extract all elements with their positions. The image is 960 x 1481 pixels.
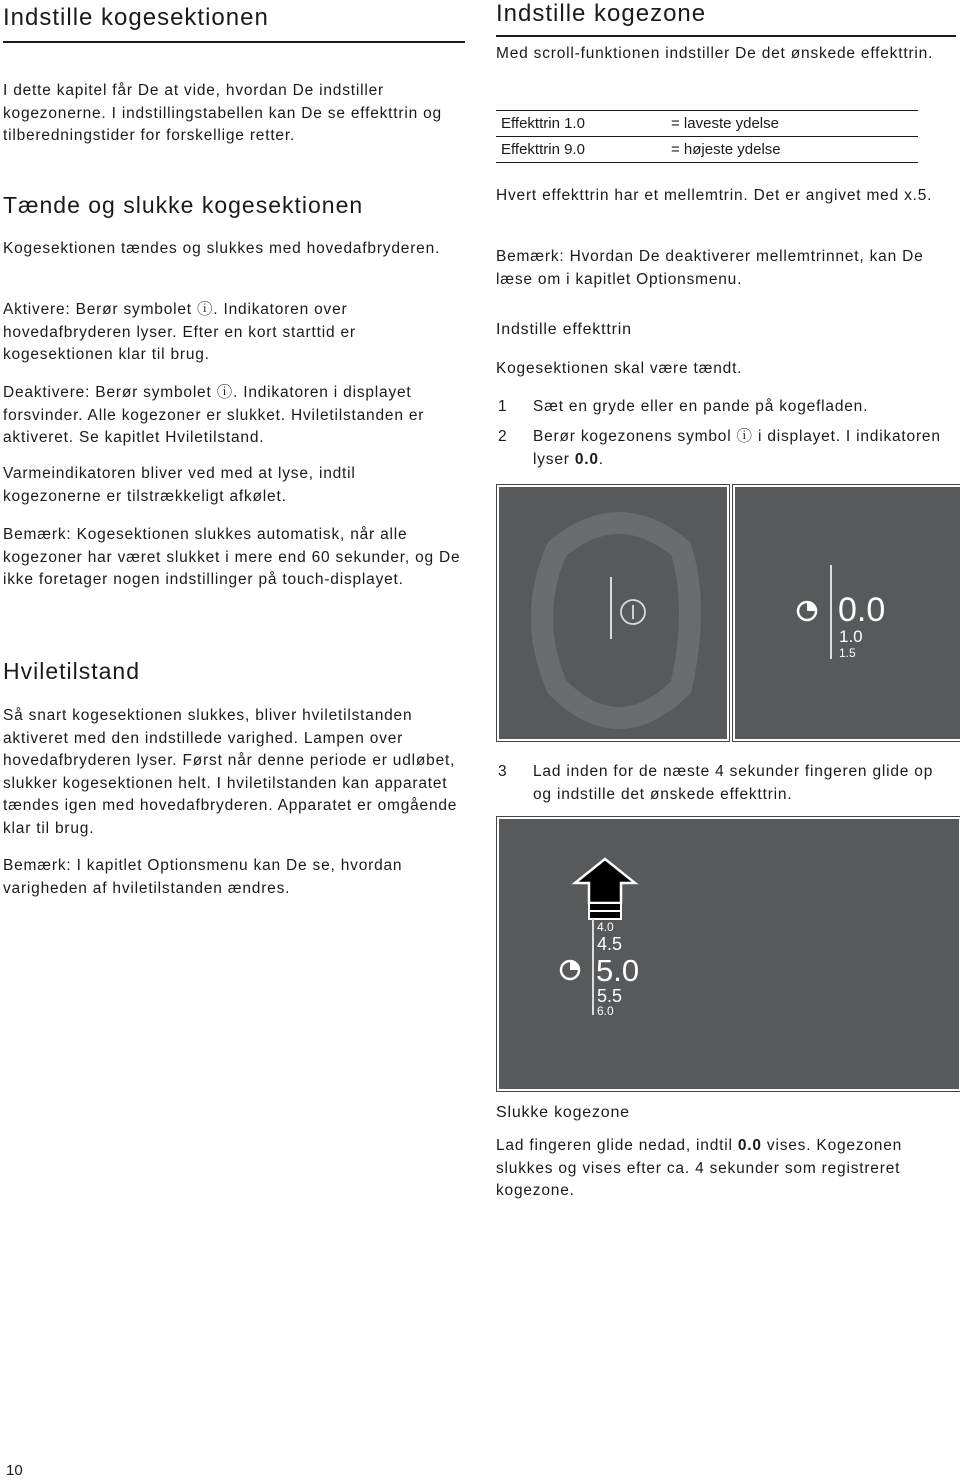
precondition-paragraph: Kogesektionen skal være tændt.: [496, 360, 743, 377]
intro-paragraph: I dette kapitel får De at vide, hvordan De indstiller kogezonerne. I indstillingstabellen kan De se effekttrin og tilberedningstider for forskellige retter.: [3, 82, 442, 144]
section-title: Indstille kogezone: [496, 0, 707, 27]
step-text-part: .: [598, 450, 604, 468]
title-rule: [496, 35, 956, 37]
power-level-main: 5.0: [596, 953, 640, 988]
step-text: Sæt en gryde eller en pande på kogefladen.: [533, 398, 869, 415]
deactivate-label: Deaktivere:: [3, 384, 91, 401]
table-cell: = laveste ydelse: [666, 111, 918, 137]
turn-off-paragraph: [496, 1135, 956, 1203]
auto-off-note: [3, 524, 465, 592]
activate-text: Berør symbolet ⓘ. Indikatoren over hovedafbryderen lyser. Efter en kort starttid er kogesektionen klar til brug.: [3, 301, 356, 363]
power-level-value: 5.5: [597, 986, 623, 1006]
deactivate-text: Berør symbolet ⓘ. Indikatoren i displayet forsvinder. Alle kogezoner er slukket. Hviletilstanden er aktiveret. Se kapitlet Hviletilstand.: [3, 384, 425, 446]
display-panel-slide: [497, 817, 960, 1091]
step-text-bold: 0.0: [574, 450, 599, 468]
deactivate-paragraph: [3, 382, 465, 450]
power-level-next: 1.0: [839, 627, 863, 646]
power-level-value: 6.0: [597, 1004, 614, 1018]
power-levels-table-wrap: [496, 110, 918, 163]
heat-indicator-paragraph: Varmeindikatoren bliver ved med at lyse, indtil kogezonerne er tilstrækkeligt afkølet.: [3, 465, 356, 505]
step-1: [496, 396, 956, 420]
display-panel-zero: [733, 485, 960, 741]
table-cell: = højeste ydelse: [666, 137, 918, 163]
right-title-block: [496, 0, 956, 37]
note-label: Bemærk:: [3, 857, 72, 874]
display-panel-power: [497, 485, 729, 741]
power-level-next: 1.5: [839, 646, 856, 660]
timer-icon: [798, 602, 816, 620]
note-text: Hvordan De deaktiverer mellemtrinnet, kan De læse om i kapitlet Optionsmenu.: [496, 248, 924, 288]
left-title-block: [3, 4, 465, 43]
power-symbol-illustration: [499, 487, 727, 739]
step-3: [496, 761, 956, 807]
heading-on-off: Tænde og slukke kogesektionen: [3, 192, 364, 218]
arrow-up-icon: [575, 859, 635, 919]
table-cell: Effekttrin 9.0: [496, 137, 666, 163]
note-text: I kapitlet Optionsmenu kan De se, hvordan varigheden af hviletilstanden ændres.: [3, 857, 403, 897]
note-label: Bemærk:: [496, 248, 565, 265]
title-rule: [3, 41, 465, 43]
heading-set-power: Indstille effekttrin: [496, 321, 632, 338]
note-label: Bemærk:: [3, 526, 72, 543]
section-title: Indstille kogesektionen: [3, 4, 269, 31]
step-text: Lad inden for de næste 4 sekunder fingeren glide op og indstille det ønskede effekttrin.: [533, 763, 934, 803]
power-level-main: 0.0: [838, 591, 886, 629]
intermediate-paragraph: Hvert effekttrin har et mellemtrin. Det er angivet med x.5.: [496, 187, 933, 204]
power-icon: [621, 600, 645, 624]
text-part: vises. Kogezonen slukkes og vises efter ca. 4 sekunder som registreret kogezone.: [496, 1137, 903, 1199]
step-text: [533, 426, 956, 471]
slide-graphic: [499, 819, 959, 1089]
timer-icon: [561, 961, 579, 979]
power-level-value: 4.0: [597, 920, 614, 934]
text-bold: 0.0: [737, 1137, 762, 1154]
step-number: 2: [498, 428, 508, 445]
text-part: Lad fingeren glide nedad, indtil: [496, 1137, 738, 1154]
activate-label: Aktivere:: [3, 301, 71, 318]
step-2: [496, 426, 956, 472]
table-row: [496, 111, 918, 137]
on-off-paragraph: Kogesektionen tændes og slukkes med hovedafbryderen.: [3, 240, 441, 257]
standby-paragraph: Så snart kogesektionen slukkes, bliver hviletilstanden aktiveret med den indstillede varighed. Lampen over hovedafbryderen lyser. Først når denne periode er udløbet, slukker kogesektionen helt. I hviletilstanden kan apparatet tændes igen med hovedafbryderen. Apparatet er omgående klar til brug.: [3, 707, 458, 837]
intermediate-note: [496, 246, 956, 291]
page-number: 10: [6, 1462, 23, 1479]
table-cell: Effekttrin 1.0: [496, 111, 666, 137]
standby-note: [3, 855, 465, 900]
step-text-part: Berør kogezonens symbol ⓘ i displayet. I indikatoren lyser: [533, 428, 941, 468]
activate-paragraph: [3, 299, 458, 367]
heading-standby: Hviletilstand: [3, 658, 140, 684]
step-number: 3: [498, 763, 508, 780]
power-levels-table: [496, 110, 918, 163]
note-text: Kogesektionen slukkes automatisk, når alle kogezoner har været slukket i mere end 60 sekunder, og De ikke foretager nogen indstillinger på touch-displayet.: [3, 526, 461, 588]
table-row: [496, 137, 918, 163]
step-number: 1: [498, 398, 508, 415]
scroll-intro: Med scroll-funktionen indstiller De det ønskede effekttrin.: [496, 45, 934, 62]
power-level-value: 4.5: [597, 934, 623, 954]
heading-turn-off-zone: Slukke kogezone: [496, 1104, 630, 1121]
